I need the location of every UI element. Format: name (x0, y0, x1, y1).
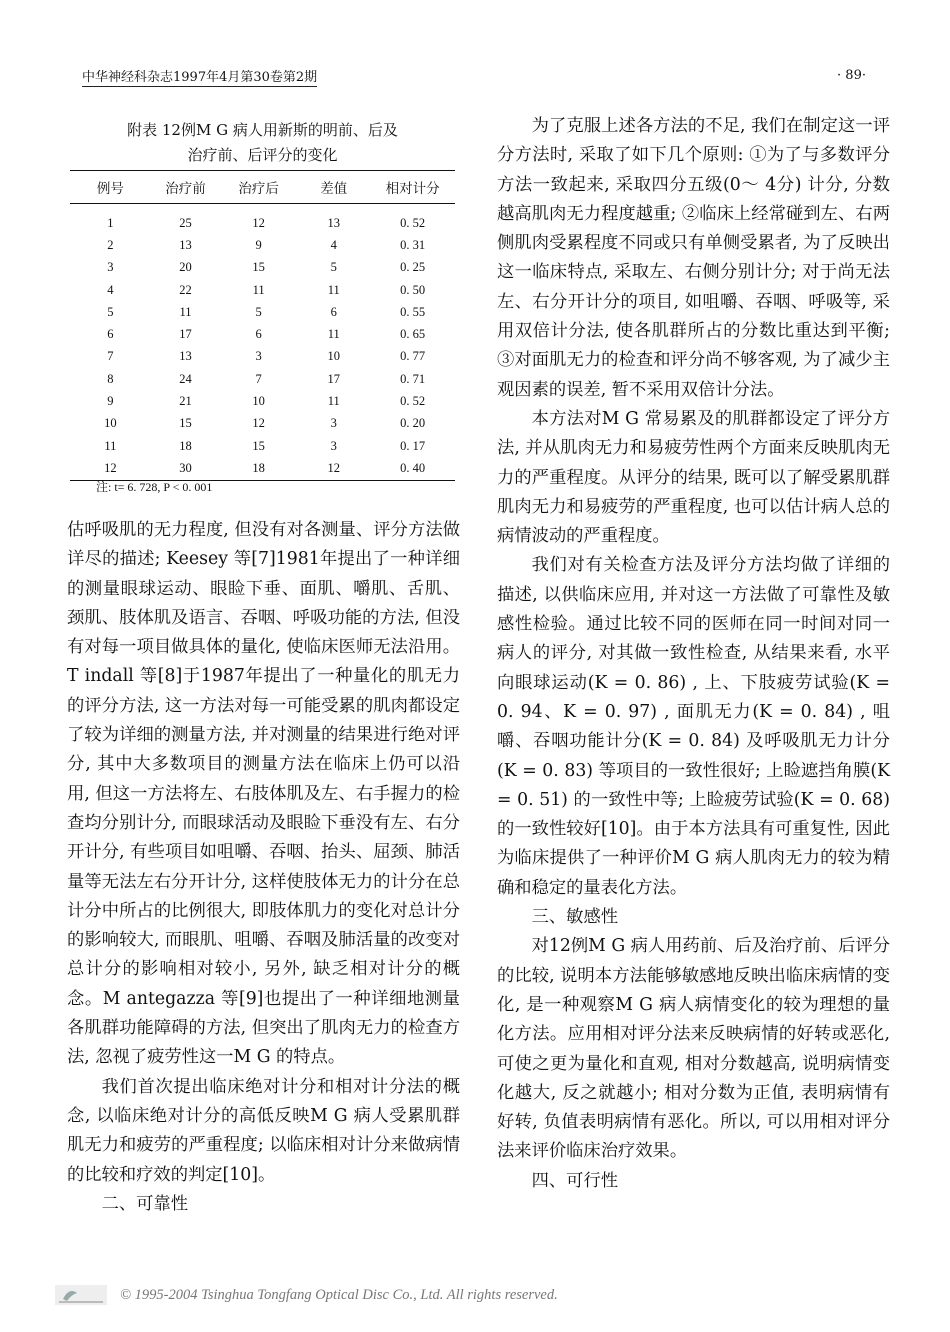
cell-case-number: 1 (107, 215, 114, 230)
right-column (497, 112, 890, 1196)
cell-after: 10 (252, 394, 265, 409)
cell-case-number: 4 (107, 282, 114, 297)
publisher-logo-icon (55, 1285, 107, 1305)
header-after-treatment: 治疗后 (220, 171, 297, 204)
cell-before: 11 (179, 304, 192, 319)
table-caption (70, 118, 455, 168)
cell-before: 30 (151, 457, 220, 480)
cell-case-number: 12 (70, 457, 151, 480)
cell-before: 21 (179, 394, 192, 409)
cell-before: 25 (179, 215, 192, 230)
cell-case-number: 10 (104, 416, 117, 431)
cell-difference: 11 (327, 327, 340, 342)
cell-difference: 17 (327, 371, 340, 386)
left-column (67, 516, 460, 1219)
table-row (70, 279, 455, 301)
table-row (70, 323, 455, 345)
journal-header: 中华神经科杂志1997年4月第30卷第2期 (82, 66, 317, 87)
score-table (70, 170, 455, 481)
cell-case-number: 8 (107, 371, 114, 386)
cell-before: 15 (179, 416, 192, 431)
cell-case-number: 5 (107, 304, 114, 319)
cell-before: 24 (179, 371, 192, 386)
cell-case-number: 9 (107, 394, 114, 409)
cell-after: 11 (252, 282, 265, 297)
copyright-footer: © 1995-2004 Tsinghua Tongfang Optical Disc Co., Ltd. All rights reserved. (120, 1287, 558, 1303)
section-heading-feasibility: 四、可行性 (531, 1170, 619, 1191)
cell-relative-score: 0. 50 (400, 282, 426, 297)
cell-difference: 3 (330, 416, 337, 431)
left-paragraph-2: 我们首次提出临床绝对计分和相对计分法的概念, 以临床绝对计分的高低反映M G 病人受累肌群肌无力和疲劳的严重程度; 以临床相对计分来做病情的比较和疗效的判定[10]。 (67, 1076, 460, 1185)
table-title-line2: 治疗前、后评分的变化 (187, 146, 338, 164)
cell-after: 18 (220, 457, 297, 480)
cell-case-number: 11 (104, 438, 117, 453)
cell-case-number: 3 (107, 260, 114, 275)
cell-relative-score: 0. 52 (400, 215, 426, 230)
table-row (70, 204, 455, 235)
table-title-line1: 附表 12例M G 病人用新斯的明前、后及 (127, 121, 398, 139)
table-row (70, 368, 455, 390)
cell-relative-score: 0. 65 (400, 327, 426, 342)
table-body (70, 204, 455, 481)
cell-relative-score: 0. 77 (400, 349, 426, 364)
header-difference: 差值 (297, 171, 370, 204)
cell-after: 15 (252, 260, 265, 275)
cell-relative-score: 0. 52 (400, 394, 426, 409)
cell-after: 3 (255, 349, 262, 364)
cell-difference: 12 (297, 457, 370, 480)
cell-before: 13 (179, 237, 192, 252)
table-note: 注: t= 6. 728, P < 0. 001 (96, 480, 213, 494)
header-case-number: 例号 (70, 171, 151, 204)
cell-relative-score: 0. 20 (400, 416, 426, 431)
cell-difference: 6 (330, 304, 337, 319)
cell-after: 12 (252, 215, 265, 230)
cell-after: 5 (255, 304, 262, 319)
score-table-container (70, 170, 455, 481)
table-row (70, 234, 455, 256)
cell-case-number: 2 (107, 237, 114, 252)
section-heading-reliability: 二、可靠性 (101, 1193, 189, 1214)
header-relative-score: 相对计分 (370, 171, 455, 204)
cell-before: 22 (179, 282, 192, 297)
cell-relative-score: 0. 17 (400, 438, 426, 453)
cell-relative-score: 0. 25 (400, 260, 426, 275)
cell-relative-score: 0. 31 (400, 237, 426, 252)
cell-before: 18 (179, 438, 192, 453)
cell-difference: 3 (330, 438, 337, 453)
table-row (70, 413, 455, 435)
cell-relative-score: 0. 71 (400, 371, 426, 386)
cell-relative-score: 0. 40 (370, 457, 455, 480)
right-paragraph-3: 我们对有关检查方法及评分方法均做了详细的描述, 以供临床应用, 并对这一方法做了可靠性及敏感性检验。通过比较不同的医师在同一时间对同一病人的评分, 对其做一致性检查, 从结果来看, 水平向眼球运动(K = 0. 86) , 上、下肢疲劳试验(K = 0. 94、K = 0. 97) , 面肌无力(K = 0. 84) , 咀嚼、吞咽功能计分(K = 0. 84) 及呼吸肌无力计分(K = 0. 83) 等项目的一致性很好; 上睑遮挡角膜(K = 0. 51) 的一致性中等; 上睑疲劳试验(K = 0. 68) 的一致性较好[10]。由于本方法具有可重复性, 因此为临床提供了一种评价M G 病人肌肉无力的较为精确和稳定的量表化方法。 (497, 555, 890, 898)
cell-before: 13 (179, 349, 192, 364)
table-header-row (70, 171, 455, 204)
table-row (70, 301, 455, 323)
table-row (70, 457, 455, 480)
section-heading-sensitivity: 三、敏感性 (531, 907, 619, 928)
table-row (70, 346, 455, 368)
cell-difference: 13 (327, 215, 340, 230)
cell-before: 17 (179, 327, 192, 342)
cell-after: 15 (252, 438, 265, 453)
cell-difference: 11 (327, 394, 340, 409)
cell-difference: 11 (327, 282, 340, 297)
cell-case-number: 7 (107, 349, 114, 364)
cell-after: 6 (255, 327, 262, 342)
cell-before: 20 (179, 260, 192, 275)
cell-difference: 5 (330, 260, 337, 275)
cell-after: 9 (255, 237, 262, 252)
table-row (70, 257, 455, 279)
cell-after: 12 (252, 416, 265, 431)
left-paragraph-1: 估呼吸肌的无力程度, 但没有对各测量、评分方法做详尽的描述; Keesey 等[7]1981年提出了一种详细的测量眼球运动、眼睑下垂、面肌、嚼肌、舌肌、颈肌、肢体肌及语言、吞咽、呼吸功能的方法, 但没有对每一项目做具体的量化, 使临床医师无法沿用。T indall 等[8]于1987年提出了一种量化的肌无力的评分方法, 这一方法对每一可能受累的肌肉都设定了较为详细的测量方法, 并对测量的结果进行绝对评分, 其中大多数项目的测量方法在临床上仍可以沿用, 但这一方法将左、右肢体肌及左、右手握力的检查均分别计分, 而眼球活动及眼睑下垂没有左、右分开计分, 有些项目如咀嚼、吞咽、抬头、屈颈、肺活量等无法左右分开计分, 这样使肢体无力的计分在总计分中所占的比例很大, 即肢体肌力的变化对总计分的影响较大, 而眼肌、咀嚼、吞咽及肺活量的改变对总计分的影响相对较小, 另外, 缺乏相对计分的概念。M antegazza 等[9]也提出了一种详细地测量各肌群功能障碍的方法, 但突出了肌肉无力的检查方法, 忽视了疲劳性这一M G 的特点。 (67, 520, 460, 1068)
cell-difference: 10 (327, 349, 340, 364)
cell-relative-score: 0. 55 (400, 304, 426, 319)
cell-case-number: 6 (107, 327, 114, 342)
table-row (70, 390, 455, 412)
right-paragraph-4: 对12例M G 病人用药前、后及治疗前、后评分的比较, 说明本方法能够敏感地反映出临床病情的变化, 是一种观察M G 病人病情变化的较为理想的量化方法。应用相对评分法来反映病情的好转或恶化, 可使之更为量化和直观, 相对分数越高, 说明病情变化越大, 反之就越小; 相对分数为正值, 表明病情有好转, 负值表明病情有恶化。所以, 可以用相对评分法来评价临床治疗效果。 (497, 936, 890, 1162)
table-row (70, 435, 455, 457)
header-before-treatment: 治疗前 (151, 171, 220, 204)
right-paragraph-1: 为了克服上述各方法的不足, 我们在制定这一评分方法时, 采取了如下几个原则: ①为了与多数评分方法一致起来, 采取四分五级(0～ 4分) 计分, 分数越高肌肉无力程度越重; ②临床上经常碰到左、右两侧肌肉受累程度不同或只有单侧受累者, 为了反映出这一临床特点, 采取左、右侧分别计分; 对于尚无法左、右分开计分的项目, 如咀嚼、吞咽、呼吸等, 采用双倍计分法, 使各肌群所占的分数比重达到平衡; ③对面肌无力的检查和评分尚不够客观, 为了减少主观因素的误差, 暂不采用双倍计分法。 (497, 116, 890, 400)
cell-difference: 4 (330, 237, 337, 252)
right-paragraph-2: 本方法对M G 常易累及的肌群都设定了评分方法, 并从肌肉无力和易疲劳性两个方面来反映肌肉无力的严重程度。从评分的结果, 既可以了解受累肌群肌肉无力和易疲劳的严重程度, 也可以估计病人总的病情波动的严重程度。 (497, 408, 890, 547)
cell-after: 7 (255, 371, 262, 386)
page-number: · 89· (837, 68, 866, 83)
